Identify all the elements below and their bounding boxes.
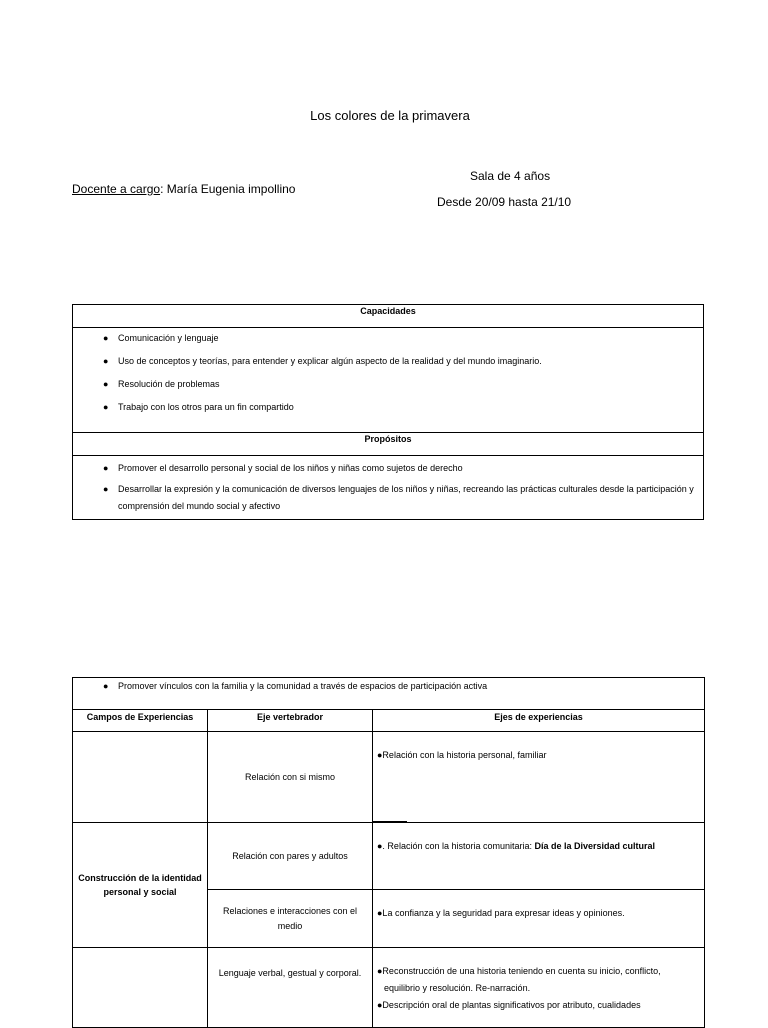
capacidades-propositos-table [72, 304, 704, 520]
list-item-text: Trabajo con los otros para un fin compartido [118, 402, 294, 412]
propositos-cell [73, 456, 704, 520]
bullet-icon: ● [103, 681, 109, 691]
sala-text: Sala de 4 años [470, 169, 551, 183]
campo-cell [73, 948, 208, 1028]
table-row [73, 948, 705, 1028]
bullet-icon: ● [103, 333, 109, 343]
promo-cell [73, 678, 705, 710]
eje-cell: Relaciones e interacciones con el medio [208, 890, 373, 948]
docente-label: Docente a cargo [72, 182, 161, 196]
list-item [103, 378, 703, 401]
exp-cell [373, 948, 705, 1028]
docente-line [72, 182, 295, 196]
date-range-text: Desde 20/09 hasta 21/10 [437, 195, 572, 209]
exp-text: ●La confianza y la seguridad para expresar ideas y opiniones. [377, 908, 625, 918]
table-row [73, 823, 705, 890]
list-item-text: Resolución de problemas [118, 379, 220, 389]
bullet-icon: ● [103, 356, 109, 366]
eje-cell: Lenguaje verbal, gestual y corporal. [208, 948, 373, 1028]
list-item-text: Desarrollar la expresión y la comunicación de diversos lenguajes de los niños y niñas, recreando las prácticas culturales desde la participación y comprensión del mundo social y afectivo [118, 484, 694, 511]
campo-cell [73, 732, 208, 823]
bullet-icon: ● [103, 463, 109, 473]
exp-bold-text: Día de la Diversidad cultural [534, 841, 656, 851]
exp-text: ●. Relación con la historia comunitaria: [377, 841, 535, 851]
experiencias-table [72, 677, 705, 1028]
col-header-eje: Eje vertebrador [208, 710, 373, 732]
list-item-text: Promover el desarrollo personal y social de los niños y niñas como sujetos de derecho [118, 463, 463, 473]
bullet-icon: ● [103, 402, 109, 412]
list-item-text: Comunicación y lenguaje [118, 333, 219, 343]
campo-cell: Construcción de la identidad personal y social [73, 823, 208, 948]
exp-cell [373, 823, 705, 890]
exp-cell [373, 890, 705, 948]
eje-cell: Relación con si mismo [208, 732, 373, 823]
exp-text: equilibrio y resolución. Re-narración. [384, 983, 531, 993]
list-item [103, 355, 703, 378]
exp-text: ●Reconstrucción de una historia teniendo en cuenta su inicio, conflicto, [377, 966, 661, 976]
page-title: Los colores de la primavera [310, 108, 470, 123]
docente-value: : María Eugenia impollino [160, 182, 296, 196]
list-item-text: Uso de conceptos y teorías, para entender y explicar algún aspecto de la realidad y del mundo imaginario. [118, 356, 542, 366]
list-item [103, 332, 703, 355]
list-item [103, 481, 703, 515]
capacidades-header: Capacidades [73, 305, 704, 328]
bullet-icon: ● [103, 379, 109, 389]
bullet-icon: ● [103, 484, 109, 494]
col-header-campos: Campos de Experiencias [73, 710, 208, 732]
exp-cell [373, 732, 705, 823]
eje-cell: Relación con pares y adultos [208, 823, 373, 890]
list-item [103, 460, 703, 477]
list-item-text: Promover vínculos con la familia y la comunidad a través de espacios de participación activa [118, 681, 488, 691]
list-item [103, 681, 704, 691]
propositos-header: Propósitos [73, 433, 704, 456]
table-row [73, 732, 705, 823]
capacidades-cell [73, 328, 704, 433]
exp-text: ●Descripción oral de plantas significativos por atributo, cualidades [377, 1000, 641, 1010]
exp-text: ●Relación con la historia personal, familiar [377, 750, 547, 760]
list-item [103, 401, 703, 424]
col-header-ejes-exp: Ejes de experiencias [373, 710, 705, 732]
